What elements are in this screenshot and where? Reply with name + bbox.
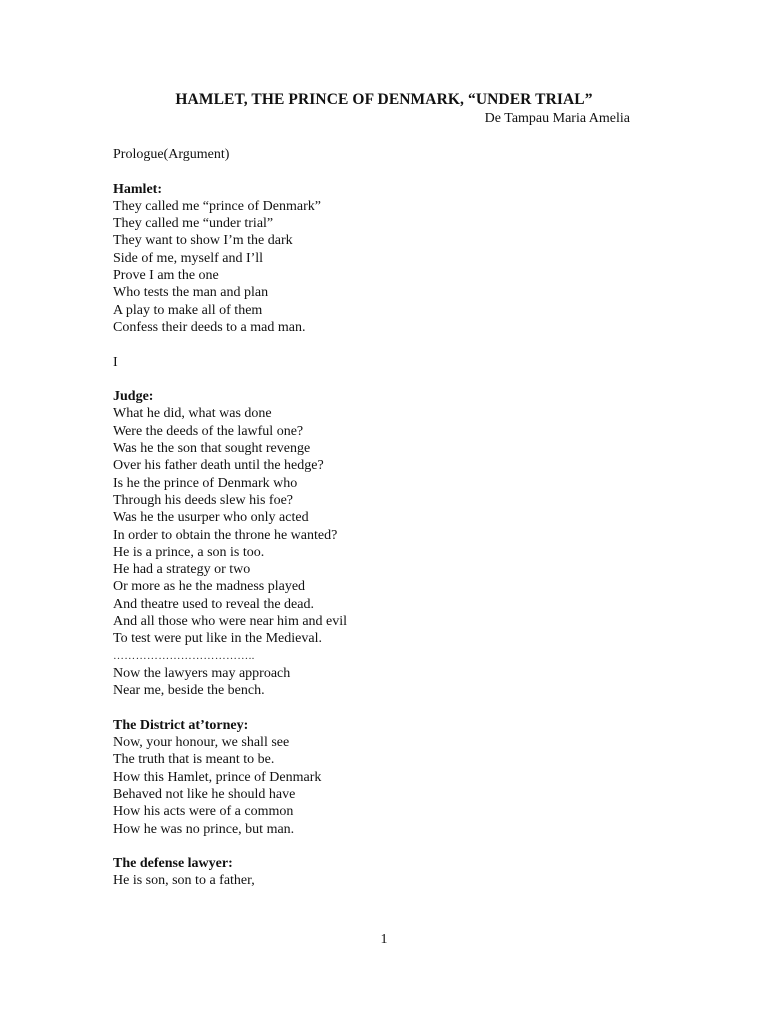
speaker-hamlet: Hamlet: [113,181,162,197]
prologue-heading: Prologue(Argument) [113,147,230,162]
document-title: HAMLET, THE PRINCE OF DENMARK, “UNDER TRIAL” [175,91,593,108]
verse-line: He is a prince, a son is too. [113,544,265,560]
page-number: 1 [380,932,388,947]
verse-line: Prove I am the one [113,268,219,284]
verse-line: Now the lawyers may approach [113,665,291,681]
speaker-district-attorney: The District at’torney: [113,717,249,733]
verse-line: And all those who were near him and evil [113,614,348,630]
blank-line [113,163,673,180]
verse-line: Or more as he the madness played [113,579,306,595]
ellipsis-divider: ……………………………….. [113,649,255,662]
verse-line: He had a strategy or two [113,562,251,578]
verse-line: Behaved not like he should have [113,786,296,802]
verse-line: Confess their deeds to a mad man. [113,319,306,335]
verse-line: Was he the usurper who only acted [113,510,309,526]
verse-line: How his acts were of a common [113,804,294,820]
verse-line: What he did, what was done [113,406,272,422]
verse-line: He is son, son to a father, [113,873,255,889]
verse-line: They called me “under trial” [113,216,274,232]
verse-line: Over his father death until the hedge? [113,458,324,474]
blank-line [113,700,673,717]
verse-line: They want to show I’m the dark [113,233,293,249]
verse-line: Side of me, myself and I’ll [113,250,264,266]
act-marker: I [113,354,118,370]
verse-line: A play to make all of them [113,302,263,318]
document-body [113,146,673,890]
verse-line: Who tests the man and plan [113,285,269,301]
verse-line: They called me “prince of Denmark” [113,198,321,214]
author-name: De Tampau Maria Amelia [484,111,630,126]
verse-line: Is he the prince of Denmark who [113,475,298,491]
verse-line: In order to obtain the throne he wanted? [113,527,338,543]
speaker-judge: Judge: [113,389,154,405]
verse-line: The truth that is meant to be. [113,752,275,768]
verse-line: To test were put like in the Medieval. [113,631,322,647]
verse-line: How this Hamlet, prince of Denmark [113,769,322,785]
verse-line: And theatre used to reveal the dead. [113,596,314,612]
speaker-defense-lawyer: The defense lawyer: [113,856,233,872]
verse-line: Now, your honour, we shall see [113,735,290,751]
verse-line: Near me, beside the bench. [113,683,265,699]
verse-line: Was he the son that sought revenge [113,441,311,457]
blank-line [113,371,673,388]
verse-line: How he was no prince, but man. [113,821,295,837]
blank-line [113,336,673,353]
verse-line: Through his deeds slew his foe? [113,492,294,508]
verse-line: Were the deeds of the lawful one? [113,423,304,439]
blank-line [113,838,673,855]
